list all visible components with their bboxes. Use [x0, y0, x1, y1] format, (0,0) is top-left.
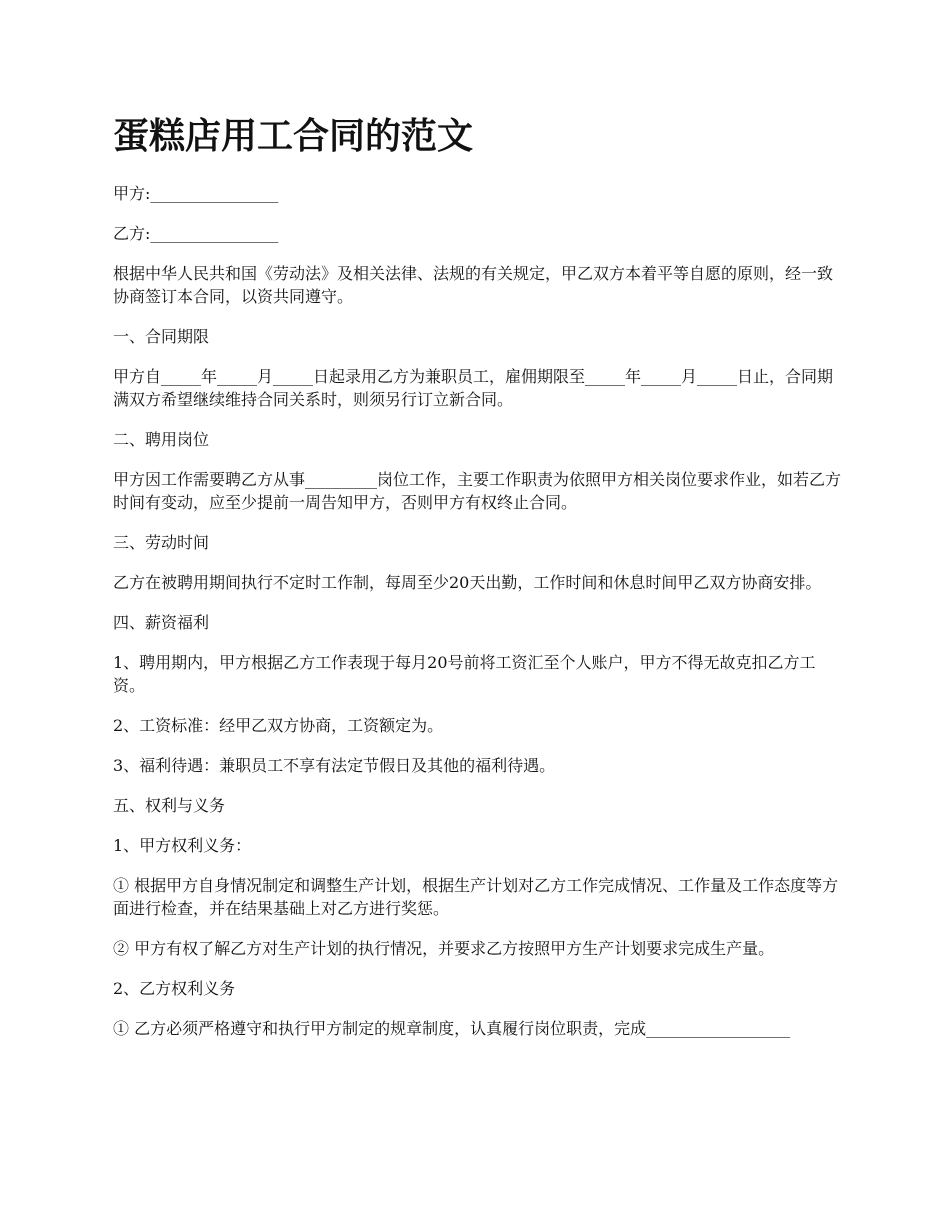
contract-term-paragraph: 甲方自_____年_____月_____日起录用乙方为兼职员工，雇佣期限至_____年_____月_____日止，合同期满双方希望继续维持合同关系时，则须另行订立新合同。: [113, 367, 834, 409]
party-b-line: 乙方:________________: [113, 224, 279, 243]
party-b-rights-item-1: ① 乙方必须严格遵守和执行甲方制定的规章制度，认真履行岗位职责，完成__________________: [113, 1019, 791, 1038]
section-heading-rights-obligations: 五、权利与义务: [113, 796, 226, 815]
party-a-rights-item-1: ① 根据甲方自身情况制定和调整生产计划，根据生产计划对乙方工作完成情况、工作量及工作态度等方面进行检查，并在结果基础上对乙方进行奖惩。: [113, 876, 839, 918]
salary-item-1: 1、聘用期内，甲方根据乙方工作表现于每月20号前将工资汇至个人账户，甲方不得无故克扣乙方工资。: [113, 653, 816, 695]
party-a-rights-heading: 1、甲方权利义务：: [113, 836, 252, 855]
section-heading-contract-term: 一、合同期限: [113, 327, 210, 346]
salary-item-2: 2、工资标准：经甲乙双方协商，工资额定为。: [113, 716, 444, 735]
section-heading-salary-benefits: 四、薪资福利: [113, 613, 210, 632]
party-a-rights-item-2: ② 甲方有权了解乙方对生产计划的执行情况，并要求乙方按照甲方生产计划要求完成生产量。: [113, 939, 775, 958]
document-content: [113, 108, 841, 1057]
document-title: 蛋糕店用工合同的范文: [113, 115, 474, 157]
party-b-rights-heading: 2、乙方权利义务: [113, 979, 236, 998]
working-hours-paragraph: 乙方在被聘用期间执行不定时工作制，每周至少20天出勤，工作时间和休息时间甲乙双方协商安排。: [113, 573, 822, 592]
party-a-line: 甲方:________________: [113, 184, 279, 203]
position-paragraph: 甲方因工作需要聘乙方从事_________岗位工作，主要工作职责为依照甲方相关岗位要求作业，如若乙方时间有变动，应至少提前一周告知甲方，否则甲方有权终止合同。: [113, 470, 842, 512]
section-heading-position: 二、聘用岗位: [113, 430, 210, 449]
section-heading-working-hours: 三、劳动时间: [113, 533, 210, 552]
intro-paragraph: 根据中华人民共和国《劳动法》及相关法律、法规的有关规定，甲乙双方本着平等自愿的原则，经一致协商签订本合同，以资共同遵守。: [113, 264, 834, 306]
salary-item-3: 3、福利待遇：兼职员工不享有法定节假日及其他的福利待遇。: [113, 756, 556, 775]
